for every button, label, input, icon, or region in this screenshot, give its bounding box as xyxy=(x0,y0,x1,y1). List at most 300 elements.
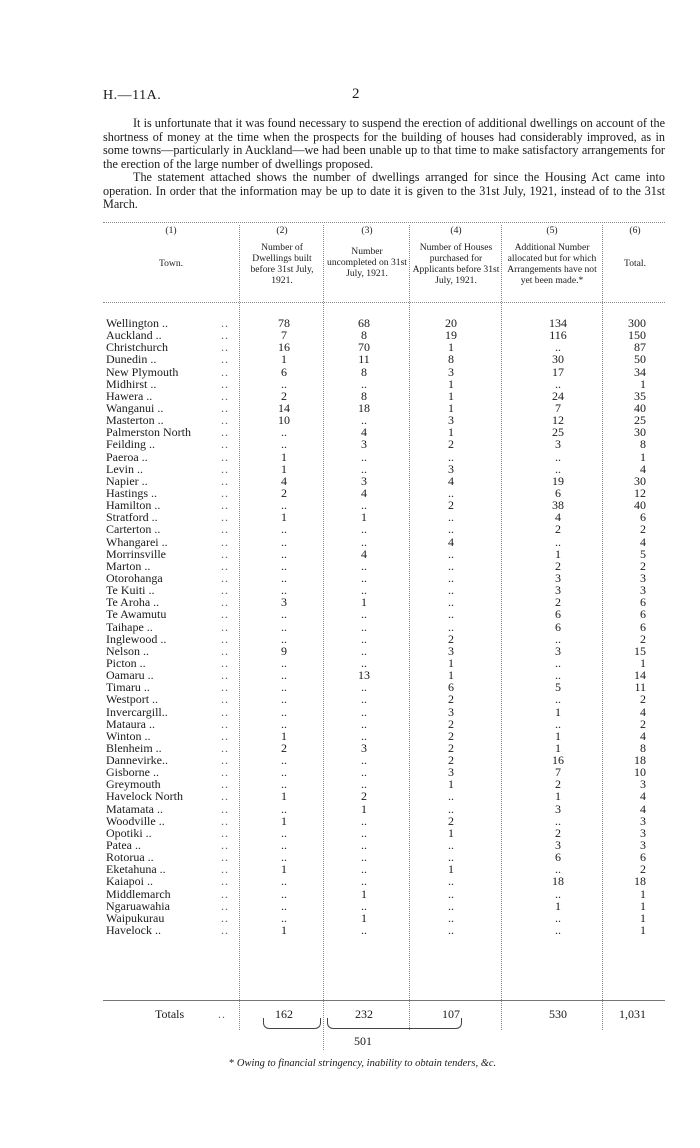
total-cell: 1 xyxy=(640,923,646,938)
table-row xyxy=(103,888,665,900)
uncompleted-cell: .. xyxy=(361,850,367,865)
uncompleted-cell: .. xyxy=(361,753,367,768)
uncompleted-cell: .. xyxy=(361,862,367,877)
purchased-cell: 3 xyxy=(448,765,454,780)
table-row xyxy=(103,584,665,596)
town-cell: Gisborne .. xyxy=(106,765,159,780)
purchased-cell: .. xyxy=(448,485,454,500)
table-row xyxy=(103,329,665,341)
purchased-cell: .. xyxy=(448,801,454,816)
header-total: (6) Total. xyxy=(624,225,646,269)
purchased-cell: 2 xyxy=(448,716,454,731)
uncompleted-cell: 4 xyxy=(361,546,367,561)
totals-label: Totals xyxy=(155,1007,185,1021)
uncompleted-cell: .. xyxy=(361,522,367,537)
leader-cell: .. xyxy=(221,340,229,355)
purchased-cell: 1 xyxy=(448,655,454,670)
leader-cell: .. xyxy=(221,437,229,452)
table-row xyxy=(103,863,665,875)
table-row xyxy=(103,718,665,730)
built-cell: 1 xyxy=(281,789,287,804)
purchased-cell: 20 xyxy=(445,316,457,330)
total-cell: 40 xyxy=(634,400,646,415)
uncompleted-cell: .. xyxy=(361,643,367,658)
total-cell: 6 xyxy=(640,510,646,525)
uncompleted-cell: 70 xyxy=(358,340,370,355)
leader-cell: .. xyxy=(221,473,229,488)
town-cell: Midhirst .. xyxy=(106,376,157,391)
leader-cell: .. xyxy=(221,886,229,901)
uncompleted-cell: 11 xyxy=(358,352,370,367)
town-cell: Nelson .. xyxy=(106,643,149,658)
additional-cell: .. xyxy=(555,534,561,549)
total-cell: 3 xyxy=(640,583,646,598)
total-cell: 15 xyxy=(634,643,646,658)
uncompleted-cell: .. xyxy=(361,825,367,840)
table-row xyxy=(103,839,665,851)
purchased-cell: 2 xyxy=(448,498,454,513)
table-row xyxy=(103,621,665,633)
purchased-cell: 2 xyxy=(448,437,454,452)
leader-cell: .. xyxy=(221,522,229,537)
leader-cell: .. xyxy=(221,485,229,500)
town-cell: Inglewood .. xyxy=(106,631,167,646)
uncompleted-cell: .. xyxy=(361,704,367,719)
purchased-cell: .. xyxy=(448,923,454,938)
town-cell: Ngaruawahia xyxy=(106,898,170,913)
built-cell: .. xyxy=(281,534,287,549)
table-body xyxy=(103,317,665,936)
built-cell: 4 xyxy=(281,473,287,488)
table-row xyxy=(103,511,665,523)
leader-cell: .. xyxy=(221,425,229,440)
total-cell: 4 xyxy=(640,704,646,719)
built-cell: .. xyxy=(281,886,287,901)
table-row xyxy=(103,378,665,390)
total-cell: 6 xyxy=(640,619,646,634)
built-cell: .. xyxy=(281,850,287,865)
total-cell: 1 xyxy=(640,655,646,670)
town-cell: Masterton .. xyxy=(106,413,164,428)
bracket-right xyxy=(327,1018,462,1029)
combined-total: 501 xyxy=(354,1034,372,1048)
table-row xyxy=(103,475,665,487)
purchased-cell: .. xyxy=(448,874,454,889)
header-rule xyxy=(103,302,665,303)
page-ref: H.—11A. xyxy=(103,88,162,103)
additional-cell: 2 xyxy=(555,558,561,573)
header-built: (2) Number of Dwellings built before 31st July, 1921. xyxy=(250,225,314,286)
table-row xyxy=(103,669,665,681)
additional-cell: 18 xyxy=(552,874,564,889)
table-row xyxy=(103,608,665,620)
total-cell: 10 xyxy=(634,765,646,780)
uncompleted-cell: 1 xyxy=(361,595,367,610)
table-row xyxy=(103,560,665,572)
total-cell: 14 xyxy=(634,668,646,683)
leader-cell: .. xyxy=(221,704,229,719)
additional-cell: 2 xyxy=(555,522,561,537)
table-row xyxy=(103,353,665,365)
additional-cell: 4 xyxy=(555,510,561,525)
leader-cell: .. xyxy=(221,400,229,415)
total-cell: 5 xyxy=(640,546,646,561)
uncompleted-cell: .. xyxy=(361,765,367,780)
additional-cell: 17 xyxy=(552,364,564,379)
total-grand: 1,031 xyxy=(619,1007,646,1021)
total-additional: 530 xyxy=(549,1007,567,1021)
table-row xyxy=(103,536,665,548)
town-cell: Te Awamutu xyxy=(106,607,167,622)
uncompleted-cell: .. xyxy=(361,838,367,853)
table-top-rule xyxy=(103,222,665,223)
leader-cell: .. xyxy=(221,595,229,610)
total-cell: 300 xyxy=(628,316,646,330)
town-cell: Middlemarch xyxy=(106,886,171,901)
paragraph-2: The statement attached shows the number of dwellings arranged for since the Housing Act came into operation. In order that the information may be up to date it is given to the 31st July, 1921, instead of to the 31st March. xyxy=(103,170,665,211)
built-cell: .. xyxy=(281,522,287,537)
purchased-cell: 2 xyxy=(448,631,454,646)
town-cell: Mataura .. xyxy=(106,716,155,731)
additional-cell: 30 xyxy=(552,352,564,367)
additional-cell: 3 xyxy=(555,583,561,598)
town-cell: Paeroa .. xyxy=(106,449,148,464)
table-row xyxy=(103,390,665,402)
uncompleted-cell: 3 xyxy=(361,740,367,755)
town-cell: Auckland .. xyxy=(106,328,162,343)
leader-cell: .. xyxy=(221,607,229,622)
dwellings-table xyxy=(103,225,665,1055)
table-row xyxy=(103,463,665,475)
built-cell: 1 xyxy=(281,352,287,367)
table-row xyxy=(103,645,665,657)
total-cell: 3 xyxy=(640,570,646,585)
footnote: * Owing to financial stringency, inability to obtain tenders, &c. xyxy=(229,1058,497,1069)
built-cell: .. xyxy=(281,425,287,440)
town-cell: Havelock North xyxy=(106,789,183,804)
total-cell: 1 xyxy=(640,886,646,901)
leader-cell: .. xyxy=(221,680,229,695)
purchased-cell: .. xyxy=(448,619,454,634)
total-cell: 30 xyxy=(634,473,646,488)
table-row xyxy=(103,426,665,438)
total-cell: 34 xyxy=(634,364,646,379)
table-row xyxy=(103,366,665,378)
purchased-cell: .. xyxy=(448,570,454,585)
additional-cell: 3 xyxy=(555,643,561,658)
built-cell: .. xyxy=(281,558,287,573)
purchased-cell: 1 xyxy=(448,340,454,355)
purchased-cell: .. xyxy=(448,838,454,853)
additional-cell: 5 xyxy=(555,680,561,695)
header-uncompleted: (3) Number uncompleted on 31st July, 1921. xyxy=(327,225,407,279)
additional-cell: .. xyxy=(555,813,561,828)
town-cell: Picton .. xyxy=(106,655,146,670)
additional-cell: .. xyxy=(555,692,561,707)
town-cell: Westport .. xyxy=(106,692,159,707)
leader-cell: .. xyxy=(221,631,229,646)
table-row xyxy=(103,487,665,499)
purchased-cell: 1 xyxy=(448,388,454,403)
built-cell: .. xyxy=(281,753,287,768)
uncompleted-cell: 3 xyxy=(361,437,367,452)
additional-cell: 7 xyxy=(555,765,561,780)
additional-cell: 6 xyxy=(555,607,561,622)
table-row xyxy=(103,778,665,790)
purchased-cell: .. xyxy=(448,850,454,865)
town-cell: Dannevirke.. xyxy=(106,753,168,768)
table-row xyxy=(103,523,665,535)
leader-cell: .. xyxy=(221,862,229,877)
uncompleted-cell: 68 xyxy=(358,316,370,330)
town-cell: Te Aroha .. xyxy=(106,595,160,610)
purchased-cell: 1 xyxy=(448,777,454,792)
uncompleted-cell: 18 xyxy=(358,400,370,415)
town-cell: Marton .. xyxy=(106,558,151,573)
total-cell: 3 xyxy=(640,777,646,792)
additional-cell: .. xyxy=(555,655,561,670)
built-cell: .. xyxy=(281,437,287,452)
additional-cell: .. xyxy=(555,376,561,391)
additional-cell: 7 xyxy=(555,400,561,415)
built-cell: 1 xyxy=(281,813,287,828)
additional-cell: 1 xyxy=(555,740,561,755)
totals-rule xyxy=(103,1000,665,1001)
table-row xyxy=(103,341,665,353)
built-cell: 10 xyxy=(278,413,290,428)
town-cell: Waipukurau xyxy=(106,910,165,925)
town-cell: Oamaru .. xyxy=(106,668,154,683)
total-cell: 150 xyxy=(628,328,646,343)
town-cell: Matamata .. xyxy=(106,801,163,816)
built-cell: .. xyxy=(281,607,287,622)
purchased-cell: 2 xyxy=(448,753,454,768)
leader-cell: .. xyxy=(221,692,229,707)
built-cell: 1 xyxy=(281,728,287,743)
town-cell: Feilding .. xyxy=(106,437,156,452)
total-cell: 6 xyxy=(640,850,646,865)
table-row xyxy=(103,402,665,414)
total-cell: 1 xyxy=(640,898,646,913)
total-cell: 50 xyxy=(634,352,646,367)
total-cell: 4 xyxy=(640,534,646,549)
leader-cell: .. xyxy=(221,777,229,792)
town-cell: Timaru .. xyxy=(106,680,150,695)
town-cell: Hamilton .. xyxy=(106,498,161,513)
town-cell: Napier .. xyxy=(106,473,148,488)
additional-cell: 6 xyxy=(555,850,561,865)
leader-cell: .. xyxy=(221,874,229,889)
purchased-cell: 4 xyxy=(448,473,454,488)
purchased-cell: 3 xyxy=(448,461,454,476)
leader-cell: .. xyxy=(221,813,229,828)
leader-cell: .. xyxy=(221,923,229,938)
built-cell: .. xyxy=(281,583,287,598)
uncompleted-cell: .. xyxy=(361,498,367,513)
town-cell: Kaiapoi .. xyxy=(106,874,153,889)
leader-cell: .. xyxy=(221,328,229,343)
purchased-cell: .. xyxy=(448,558,454,573)
leader-cell: .. xyxy=(221,765,229,780)
leader-cell: .. xyxy=(221,898,229,913)
leader-cell: .. xyxy=(221,655,229,670)
leader-cell: .. xyxy=(221,583,229,598)
uncompleted-cell: .. xyxy=(361,449,367,464)
table-row xyxy=(103,827,665,839)
total-cell: 30 xyxy=(634,425,646,440)
town-cell: Opotiki .. xyxy=(106,825,152,840)
table-row xyxy=(103,681,665,693)
town-cell: Dunedin .. xyxy=(106,352,157,367)
leader-cell: .. xyxy=(221,364,229,379)
built-cell: .. xyxy=(281,765,287,780)
built-cell: 9 xyxy=(281,643,287,658)
built-cell: .. xyxy=(281,668,287,683)
table-row xyxy=(103,706,665,718)
built-cell: .. xyxy=(281,910,287,925)
uncompleted-cell: .. xyxy=(361,923,367,938)
town-cell: Winton .. xyxy=(106,728,151,743)
leader-cell: .. xyxy=(221,740,229,755)
leader-cell: .. xyxy=(221,838,229,853)
uncompleted-cell: 13 xyxy=(358,668,370,683)
built-cell: .. xyxy=(281,655,287,670)
uncompleted-cell: .. xyxy=(361,777,367,792)
leader-cell: .. xyxy=(221,570,229,585)
built-cell: 6 xyxy=(281,364,287,379)
total-cell: 11 xyxy=(634,680,646,695)
purchased-cell: 1 xyxy=(448,376,454,391)
table-row xyxy=(103,754,665,766)
leader-cell: .. xyxy=(221,643,229,658)
built-cell: 3 xyxy=(281,595,287,610)
uncompleted-cell: .. xyxy=(361,461,367,476)
built-cell: 1 xyxy=(281,449,287,464)
total-cell: 87 xyxy=(634,340,646,355)
built-cell: 2 xyxy=(281,388,287,403)
built-cell: .. xyxy=(281,570,287,585)
total-cell: 2 xyxy=(640,862,646,877)
uncompleted-cell: .. xyxy=(361,413,367,428)
town-cell: Greymouth xyxy=(106,777,161,792)
additional-cell: 1 xyxy=(555,898,561,913)
total-cell: 18 xyxy=(634,753,646,768)
additional-cell: .. xyxy=(555,923,561,938)
leader-cell: .. xyxy=(221,801,229,816)
total-cell: 1 xyxy=(640,376,646,391)
leader-cell: .. xyxy=(221,352,229,367)
built-cell: .. xyxy=(281,631,287,646)
uncompleted-cell: 1 xyxy=(361,886,367,901)
table-row xyxy=(103,742,665,754)
uncompleted-cell: .. xyxy=(361,631,367,646)
additional-cell: 1 xyxy=(555,789,561,804)
additional-cell: 24 xyxy=(552,388,564,403)
purchased-cell: .. xyxy=(448,607,454,622)
built-cell: .. xyxy=(281,680,287,695)
totals-leader: .. xyxy=(218,1007,226,1021)
additional-cell: 2 xyxy=(555,825,561,840)
leader-cell: .. xyxy=(221,716,229,731)
leader-cell: .. xyxy=(221,668,229,683)
purchased-cell: 2 xyxy=(448,692,454,707)
built-cell: 1 xyxy=(281,862,287,877)
table-row xyxy=(103,438,665,450)
built-cell: 2 xyxy=(281,485,287,500)
total-cell: 3 xyxy=(640,838,646,853)
header-additional: (5) Additional Number allocated but for which Arrangements have not yet been made.* xyxy=(507,225,597,286)
total-cell: 2 xyxy=(640,692,646,707)
leader-cell: .. xyxy=(221,388,229,403)
additional-cell: 19 xyxy=(552,473,564,488)
purchased-cell: .. xyxy=(448,546,454,561)
table-row xyxy=(103,730,665,742)
built-cell: .. xyxy=(281,716,287,731)
purchased-cell: .. xyxy=(448,595,454,610)
town-cell: Christchurch xyxy=(106,340,168,355)
purchased-cell: 1 xyxy=(448,862,454,877)
built-cell: 7 xyxy=(281,328,287,343)
town-cell: Levin .. xyxy=(106,461,143,476)
table-row xyxy=(103,499,665,511)
total-cell: 1 xyxy=(640,449,646,464)
total-cell: 40 xyxy=(634,498,646,513)
town-cell: Woodville .. xyxy=(106,813,165,828)
total-cell: 4 xyxy=(640,461,646,476)
built-cell: .. xyxy=(281,498,287,513)
purchased-cell: 4 xyxy=(448,534,454,549)
leader-cell: .. xyxy=(221,413,229,428)
additional-cell: 1 xyxy=(555,728,561,743)
total-uncompleted: 232 xyxy=(355,1007,373,1021)
total-cell: 6 xyxy=(640,607,646,622)
uncompleted-cell: .. xyxy=(361,692,367,707)
purchased-cell: .. xyxy=(448,522,454,537)
header-town: (1) Town. xyxy=(158,225,184,269)
town-cell: Wellington .. xyxy=(106,316,169,330)
built-cell: .. xyxy=(281,619,287,634)
town-cell: Havelock .. xyxy=(106,923,161,938)
leader-cell: .. xyxy=(221,619,229,634)
leader-cell: .. xyxy=(221,449,229,464)
leader-cell: .. xyxy=(221,558,229,573)
table-row xyxy=(103,766,665,778)
purchased-cell: 3 xyxy=(448,643,454,658)
additional-cell: 6 xyxy=(555,485,561,500)
built-cell: .. xyxy=(281,801,287,816)
leader-cell: .. xyxy=(221,534,229,549)
table-row xyxy=(103,633,665,645)
table-row xyxy=(103,657,665,669)
table-row xyxy=(103,451,665,463)
town-cell: Patea .. xyxy=(106,838,141,853)
additional-cell: 16 xyxy=(552,753,564,768)
additional-cell: .. xyxy=(555,461,561,476)
town-cell: Blenheim .. xyxy=(106,740,162,755)
additional-cell: 12 xyxy=(552,413,564,428)
purchased-cell: 8 xyxy=(448,352,454,367)
table-row xyxy=(103,912,665,924)
additional-cell: 3 xyxy=(555,570,561,585)
table-row xyxy=(103,900,665,912)
uncompleted-cell: 8 xyxy=(361,328,367,343)
town-cell: Invercargill.. xyxy=(106,704,168,719)
town-cell: Carterton .. xyxy=(106,522,161,537)
total-cell: 35 xyxy=(634,388,646,403)
table-row xyxy=(103,803,665,815)
total-purchased: 107 xyxy=(442,1007,460,1021)
additional-cell: 2 xyxy=(555,777,561,792)
